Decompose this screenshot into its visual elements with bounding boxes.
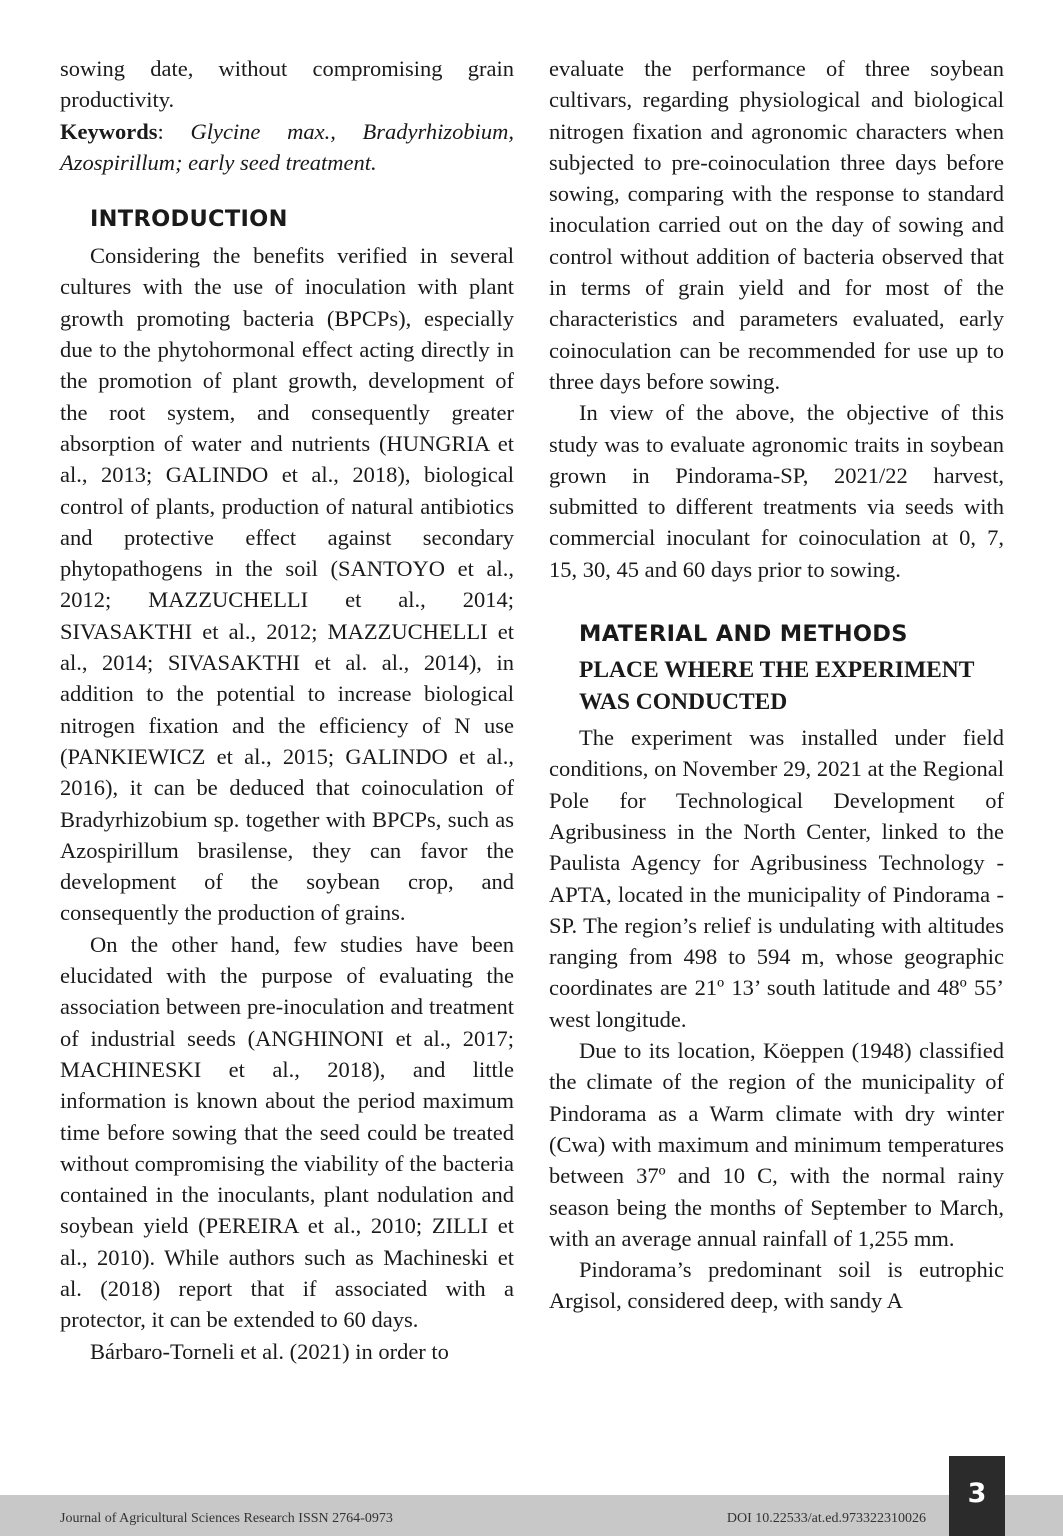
keywords-list: Glycine max., Bradyrhizobium, Azospirillum; early seed treatment.	[60, 118, 514, 175]
footer-doi: DOI 10.22533/at.ed.973322310026	[726, 1511, 926, 1526]
methods-heading: MATERIAL AND METHODS	[579, 621, 908, 648]
keywords-line	[60, 116, 514, 179]
right-column	[549, 53, 1004, 1317]
keywords-separator: :	[157, 118, 191, 144]
intro-paragraph-1: Considering the benefits verified in several cultures with the use of inoculation with plant growth promoting bacteria (BPCPs), especially due to the phytohormonal effect acting directly in the promotion of plant growth, development of the root system, and consequently greater absorption of water and nutrients (HUNGRIA et al., 2013; GALINDO et al., 2018), biological control of plants, production of natural antibiotics and protective effect against secondary phytopathogens in the soil (SANTOYO et al., 2012; MAZZUCHELLI et al., 2014; SIVASAKTHI et al., 2012; MAZZUCHELLI et al., 2014; SIVASAKTHI et al. al., 2014), in addition to the potential to increase biological nitrogen fixation and the efficiency of N use (PANKIEWICZ et al., 2015; GALINDO et al., 2016), it can be deduced that coinoculation of Bradyrhizobium sp. together with BPCPs, such as Azospirillum brasilense, they can favor the development of the soybean crop, and consequently the production of grains.	[60, 243, 514, 926]
methods-paragraph-3: Pindorama’s predominant soil is eutrophic Argisol, considered deep, with sandy A	[549, 1257, 1004, 1314]
place-subheading: PLACE WHERE THE EXPERIMENT WAS CONDUCTED	[579, 657, 975, 715]
intro-paragraph-3-start: Bárbaro-Torneli et al. (2021) in order to	[90, 1338, 449, 1364]
page-number: 3	[949, 1456, 1005, 1536]
footer-journal: Journal of Agricultural Sciences Research ISSN 2764-0973	[60, 1511, 393, 1526]
left-column	[60, 53, 514, 1367]
methods-paragraph-2: Due to its location, Köeppen (1948) classified the climate of the region of the municipality of Pindorama as a Warm climate with dry winter (Cwa) with maximum and minimum temperatures between 37º and 10 C, with the normal rainy season being the months of September to March, with an average annual rainfall of 1,255 mm.	[549, 1038, 1004, 1251]
introduction-heading: INTRODUCTION	[90, 206, 288, 233]
methods-paragraph-1: The experiment was installed under field conditions, on November 29, 2021 at the Regional Pole for Technological Development of Agribusiness in the North Center, linked to the Paulista Agency for Agribusiness Technology -APTA, located in the municipality of Pindorama -SP. The region’s relief is undulating with altitudes ranging from 498 to 594 m, whose geographic coordinates are 21º 13’ south latitude and 48º 55’ west longitude.	[549, 725, 1004, 1032]
intro-paragraph-4: In view of the above, the objective of this study was to evaluate agronomic traits in soybean grown in Pindorama-SP, 2021/22 harvest, submitted to different treatments via seeds with commercial inoculant for coinoculation at 0, 7, 15, 30, 45 and 60 days prior to sowing.	[549, 400, 1004, 582]
intro-paragraph-2: On the other hand, few studies have been elucidated with the purpose of evaluating the association between pre-inoculation and treatment of industrial seeds (ANGHINONI et al., 2017; MACHINESKI et al., 2018), and little information is known about the period maximum time before sowing that the seed could be treated without compromising the viability of the bacteria contained in the inoculants, plant nodulation and soybean yield (PEREIRA et al., 2010; ZILLI et al., 2010). While authors such as Machineski et al. (2018) report that if associated with a protector, it can be extended to 60 days.	[60, 931, 514, 1333]
intro-paragraph-3-continued: evaluate the performance of three soybean cultivars, regarding physiological and biological nitrogen fixation and agronomic characters when subjected to pre-coinoculation three days before sowing, comparing with the response to standard inoculation carried out on the day of sowing and control without addition of bacteria observed that in terms of grain yield and for most of the characteristics and parameters evaluated, early coinoculation can be recommended for use up to three days before sowing.	[549, 56, 1004, 394]
keywords-label: Keywords	[60, 118, 158, 144]
abstract-tail: sowing date, without compromising grain productivity.	[60, 56, 514, 113]
